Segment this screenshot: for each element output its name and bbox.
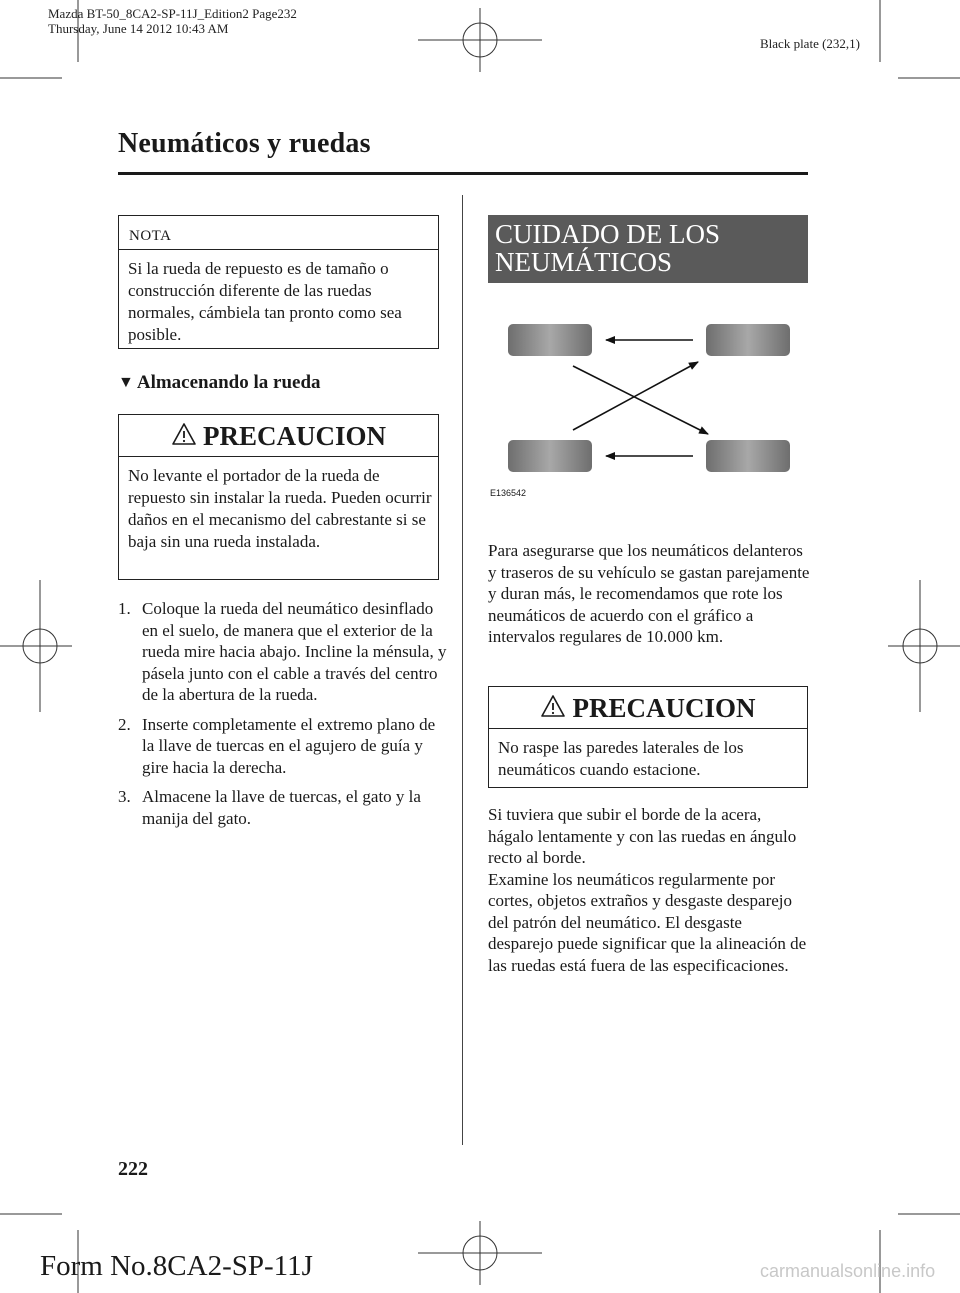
- arrow-diagonal-down: [573, 366, 708, 434]
- tire-front-right: [706, 324, 790, 356]
- page-number: 222: [118, 1158, 148, 1180]
- inspection-paragraph: Si tuviera que subir el borde de la acera, hágalo lentamente y con las ruedas en ángulo recto al borde. Examine los neumáticos regularmente por cortes, objetos extraños y desgaste desparejo del patrón del neumático. El desgaste desparejo puede significar que la alineación de las ruedas está fuera de las especificaciones.: [488, 805, 807, 975]
- step-text: Coloque la rueda del neumático desinflado en el suelo, de manera que el exterior de la rueda mire hacia abajo. Incline la ménsula, y pásela junto con el cable a través del centro de la abertura de la rueda.: [142, 599, 447, 704]
- caution-header: [119, 415, 438, 457]
- column-divider: [462, 195, 463, 1145]
- print-meta: [48, 6, 297, 36]
- list-item: [118, 714, 448, 779]
- step-text: Almacene la llave de tuercas, el gato y la manija del gato.: [142, 787, 421, 828]
- caution-text: No levante el portador de la rueda de repuesto sin instalar la rueda. Pueden ocurrir daños en el mecanismo del cabrestante si se baja sin una rueda instalada.: [128, 466, 432, 551]
- note-box: [118, 215, 439, 349]
- tire-rear-right: [706, 440, 790, 472]
- watermark: carmanualsonline.info: [760, 1261, 936, 1281]
- triangle-down-icon: ▼: [118, 374, 134, 391]
- rotation-paragraph: Para asegurarse que los neumáticos delanteros y traseros de su vehículo se gastan parejamente y duran más, le recomendamos que rote los neumáticos de acuerdo con el gráfico a intervalos regulares de 10.000 km.: [488, 541, 810, 646]
- list-item: [118, 598, 448, 706]
- tire-front-left: [508, 324, 592, 356]
- print-meta-line2: Thursday, June 14 2012 10:43 AM: [48, 21, 229, 36]
- caution-label: PRECAUCION: [202, 421, 386, 451]
- step-number: 2.: [118, 714, 131, 734]
- section-heading-storing: [118, 372, 321, 394]
- section-banner: CUIDADO DE LOS NEUMÁTICOS: [488, 215, 808, 283]
- steps-list: [118, 598, 448, 837]
- plate-label: Black plate (232,1): [760, 36, 860, 51]
- list-item: [118, 786, 448, 829]
- page-title: Neumáticos y ruedas: [118, 128, 371, 159]
- title-divider: [118, 172, 808, 175]
- tire-rear-left: [508, 440, 592, 472]
- print-meta-line1: Mazda BT-50_8CA2-SP-11J_Edition2 Page232: [48, 6, 297, 21]
- warning-icon: [171, 422, 197, 446]
- form-number: Form No.8CA2-SP-11J: [40, 1250, 313, 1282]
- note-label: NOTA: [119, 216, 438, 250]
- caution-label: PRECAUCION: [572, 693, 756, 723]
- figure-id: E136542: [490, 488, 527, 498]
- warning-icon: [540, 694, 566, 718]
- step-number: 3.: [118, 787, 131, 806]
- caution-header: [489, 687, 807, 729]
- tire-rotation-diagram: [488, 310, 808, 480]
- section-heading-text: Almacenando la rueda: [136, 372, 321, 393]
- caution-text: No raspe las paredes laterales de los neumáticos cuando estacione.: [498, 738, 744, 779]
- step-number: 1.: [118, 599, 131, 618]
- caution-box-storing: [118, 414, 439, 580]
- note-text: Si la rueda de repuesto es de tamaño o construcción diferente de las ruedas normales, cámbiela tan pronto como sea posible.: [128, 259, 402, 344]
- caution-box-parking: [488, 686, 808, 788]
- step-text: Inserte completamente el extremo plano de la llave de tuercas en el agujero de guía y gire hacia la derecha.: [142, 714, 436, 777]
